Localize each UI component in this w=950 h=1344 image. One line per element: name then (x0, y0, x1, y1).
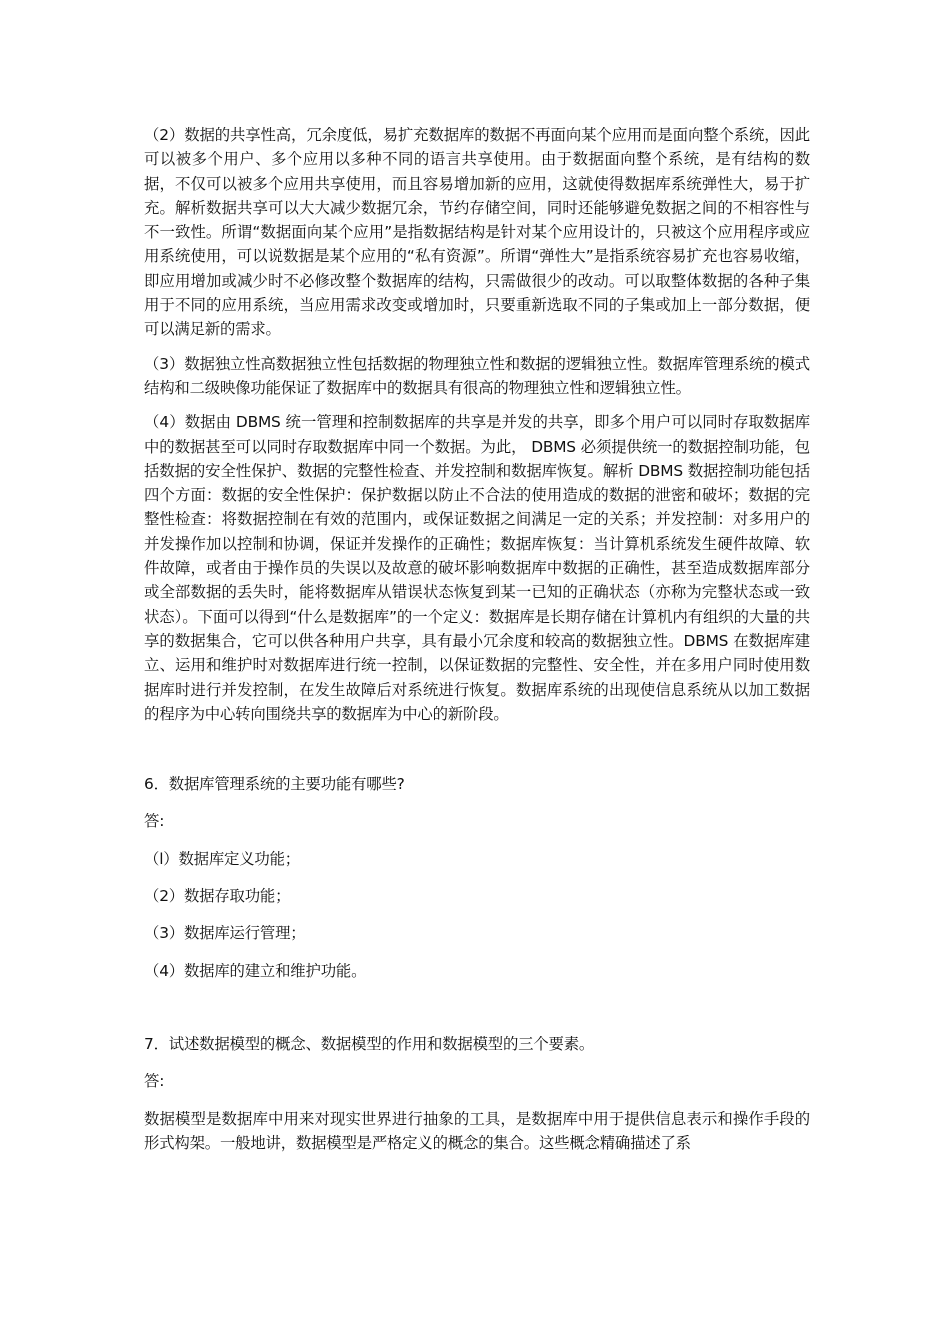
list-item: （3）数据库运行管理； (144, 924, 306, 943)
paragraph-data-independence: （3）数据独立性高数据独立性包括数据的物理独立性和数据的逻辑独立性。数据库管理系统的模式结构和二级映像功能保证了数据库中的数据具有很高的物理独立性和逻辑独立性。 (144, 354, 810, 397)
list-item: （2）数据存取功能； (144, 887, 291, 906)
list-item: （4）数据库的建立和维护功能。 (144, 961, 367, 980)
list-item: （l）数据库定义功能； (144, 849, 300, 868)
section-spacer (144, 736, 810, 772)
question-7: 7．试述数据模型的概念、数据模型的作用和数据模型的三个要素。 (144, 1034, 595, 1053)
answer-label-7: 答: (144, 1072, 165, 1091)
document-body (144, 123, 810, 1165)
answer-label-6: 答: (144, 812, 165, 831)
section-spacer (144, 996, 810, 1032)
paragraph-data-model: 数据模型是数据库中用来对现实世界进行抽象的工具，是数据库中用于提供信息表示和操作手段的形式构架。一般地讲，数据模型是严格定义的概念的集合。这些概念精确描述了系 (144, 1109, 810, 1152)
paragraph-shared-data: （2）数据的共享性高，冗余度低，易扩充数据库的数据不再面向某个应用而是面向整个系统，因此可以被多个用户、多个应用以多种不同的语言共享使用。由于数据面向整个系统，是有结构的数据，不仅可以被多个应用共享使用，而且容易增加新的应用，这就使得数据库系统弹性大，易于扩充。解析数据共享可以大大减少数据冗余，节约存储空间，同时还能够避免数据之间的不相容性与不一致性。所谓“数据面向某个应用”是指数据结构是针对某个应用设计的，只被这个应用程序或应用系统使用，可以说数据是某个应用的“私有资源”。所谓“弹性大”是指系统容易扩充也容易收缩，即应用增加或减少时不必修改整个数据库的结构，只需做很少的改动。可以取整体数据的各种子集用于不同的应用系统，当应用需求改变或增加时，只要重新选取不同的子集或加上一部分数据，便可以满足新的需求。 (144, 126, 810, 339)
paragraph-dbms-control: （4）数据由 DBMS 统一管理和控制数据库的共享是并发的共享，即多个用户可以同时存取数据库中的数据甚至可以同时存取数据库中同一个数据。为此， DBMS 必须提供统一的数据控制功能，包括数据的安全性保护、数据的完整性检查、并发控制和数据库恢复。解析 DBMS 数据控制功能包括四个方面：数据的安全性保护：保护数据以防止不合法的使用造成的数据的泄密和破坏；数据的完整性检查：将数据控制在有效的范围内，或保证数据之间满足一定的关系；并发控制：对多用户的并发操作加以控制和协调，保证并发操作的正确性；数据库恢复：当计算机系统发生硬件故障、软件故障，或者由于操作员的失误以及故意的破坏影响数据库中数据的正确性，甚至造成数据库部分或全部数据的丢失时，能将数据库从错误状态恢复到某一已知的正确状态（亦称为完整状态或一致状态）。下面可以得到“什么是数据库”的一个定义：数据库是长期存储在计算机内有组织的大量的共享的数据集合，它可以供各种用户共享，具有最小冗余度和较高的数据独立性。DBMS 在数据库建立、运用和维护时对数据库进行统一控制，以保证数据的完整性、安全性，并在多用户同时使用数据库时进行并发控制，在发生故障后对系统进行恢复。数据库系统的出现使信息系统从以加工数据的程序为中心转向围绕共享的数据库为中心的新阶段。 (144, 413, 810, 723)
question-6: 6．数据库管理系统的主要功能有哪些? (144, 775, 405, 794)
